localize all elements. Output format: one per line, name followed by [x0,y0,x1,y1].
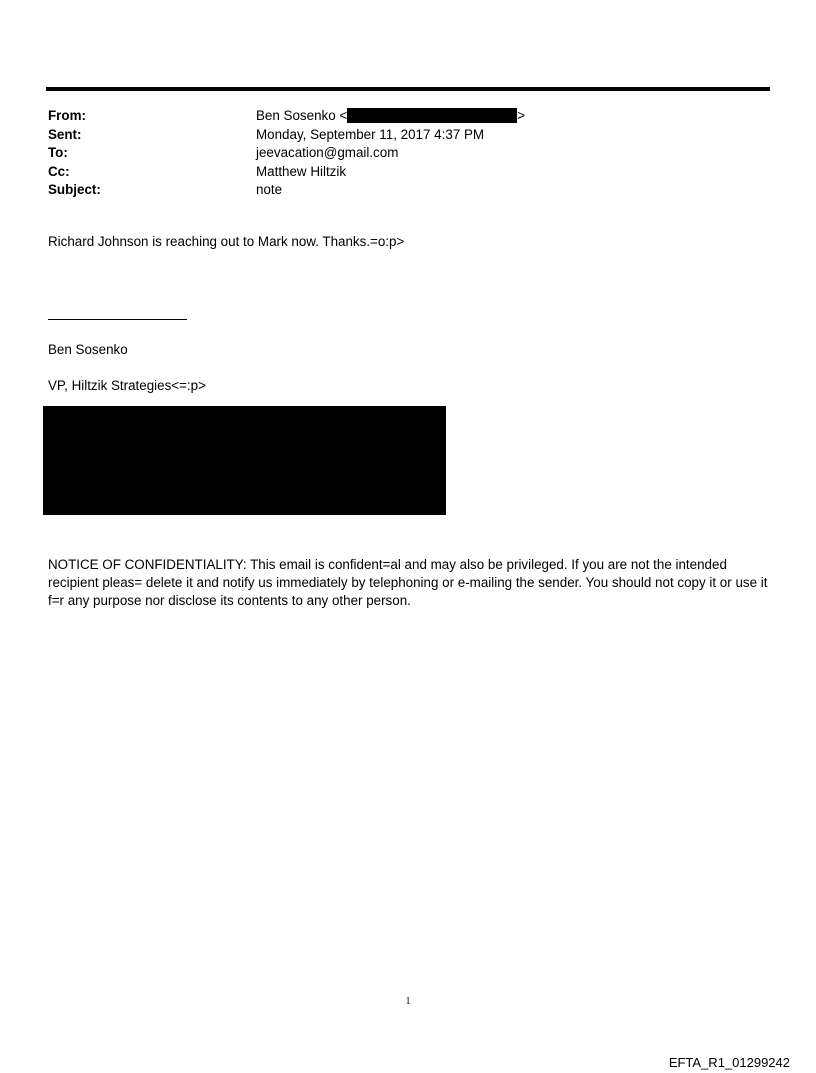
cc-value: Matthew Hiltzik [256,163,347,179]
signature-name: Ben Sosenko [48,342,128,357]
sent-label: Sent: [48,126,82,142]
subject-label: Subject: [48,182,101,198]
from-name: Ben Sosenko [256,108,336,123]
from-bracket-close: > [517,108,526,123]
page-number: 1 [405,996,411,1007]
redacted-email-address [347,108,517,123]
to-label: To: [48,145,68,161]
signature-divider [48,319,187,320]
sent-value: Monday, September 11, 2017 4:37 PM [256,126,485,142]
from-value [256,107,768,126]
to-value: jeevacation@gmail.com [256,145,399,161]
signature-title: VP, Hiltzik Strategies<=:p> [48,378,206,393]
from-row [48,107,768,126]
cc-label: Cc: [48,163,70,179]
to-row [48,144,768,163]
cc-row [48,163,768,182]
subject-value: note [256,182,283,198]
email-header [48,107,768,200]
subject-row [48,181,768,200]
bates-number: EFTA_R1_01299242 [668,1055,790,1070]
from-bracket-open: < [339,108,348,123]
confidentiality-notice: NOTICE OF CONFIDENTIALITY: This email is confident=al and may also be privileged. If you are not the intended recipient pleas= delete it and notify us immediately by telephoning or e-mailing the sender. You should not copy it or use it f=r any purpose nor disclose its contents to any other person. [48,557,768,608]
from-label: From: [48,108,86,123]
message-body: Richard Johnson is reaching out to Mark now. Thanks.=o:p> [48,234,405,249]
redacted-signature-block [43,406,446,515]
sent-row [48,126,768,145]
header-rule [46,87,770,91]
